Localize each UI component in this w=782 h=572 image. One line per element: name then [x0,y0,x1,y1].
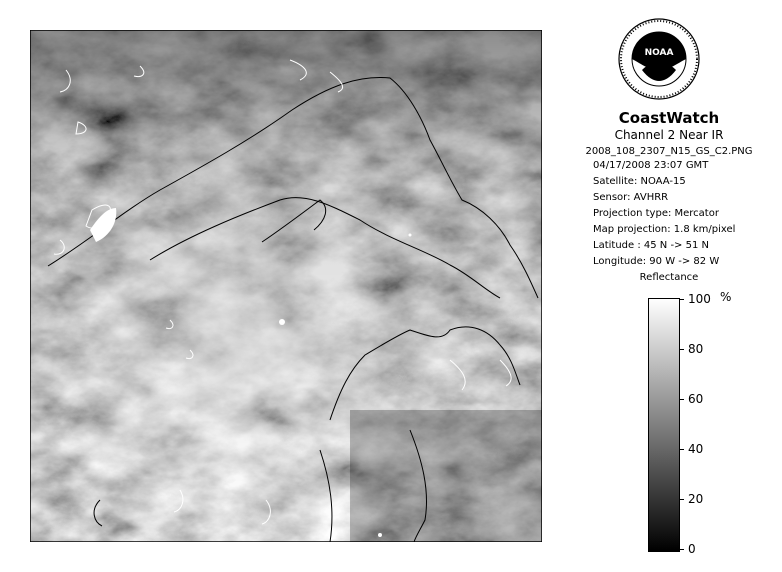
colorbar-tick [679,499,684,500]
longitude-label: Longitude: 90 W -> 82 W [593,256,720,267]
colorbar-unit: % [720,290,732,304]
channel-label: Channel 2 Near IR [614,128,724,142]
colorbar-tick [679,299,684,300]
colorbar-tick [679,549,684,550]
noaa-logo-text: NOAA [644,48,674,58]
colorbar-tick-label: 100 [688,292,711,306]
map-projection-label: Map projection: 1.8 km/pixel [593,224,736,235]
colorbar-tick [679,399,684,400]
satellite-label: Satellite: NOAA-15 [593,176,686,187]
datetime-label: 04/17/2008 23:07 GMT [593,160,709,171]
colorbar-tick-label: 20 [688,492,704,506]
colorbar-tick-label: 80 [688,342,704,356]
colorbar-title: Reflectance [639,272,699,283]
latitude-label: Latitude : 45 N -> 51 N [593,240,709,251]
colorbar-tick [679,349,684,350]
colorbar-tick-label: 60 [688,392,704,406]
colorbar-tick [679,449,684,450]
colorbar-tick-label: 40 [688,442,704,456]
filename-label: 2008_108_2307_N15_GS_C2.PNG [585,146,753,157]
colorbar [648,298,680,552]
sensor-label: Sensor: AVHRR [593,192,669,203]
noaa-logo [618,18,700,100]
satellite-image [30,30,542,542]
colorbar-tick-label: 0 [688,542,696,556]
product-title: CoastWatch [618,109,720,127]
projection-type-label: Projection type: Mercator [593,208,719,219]
